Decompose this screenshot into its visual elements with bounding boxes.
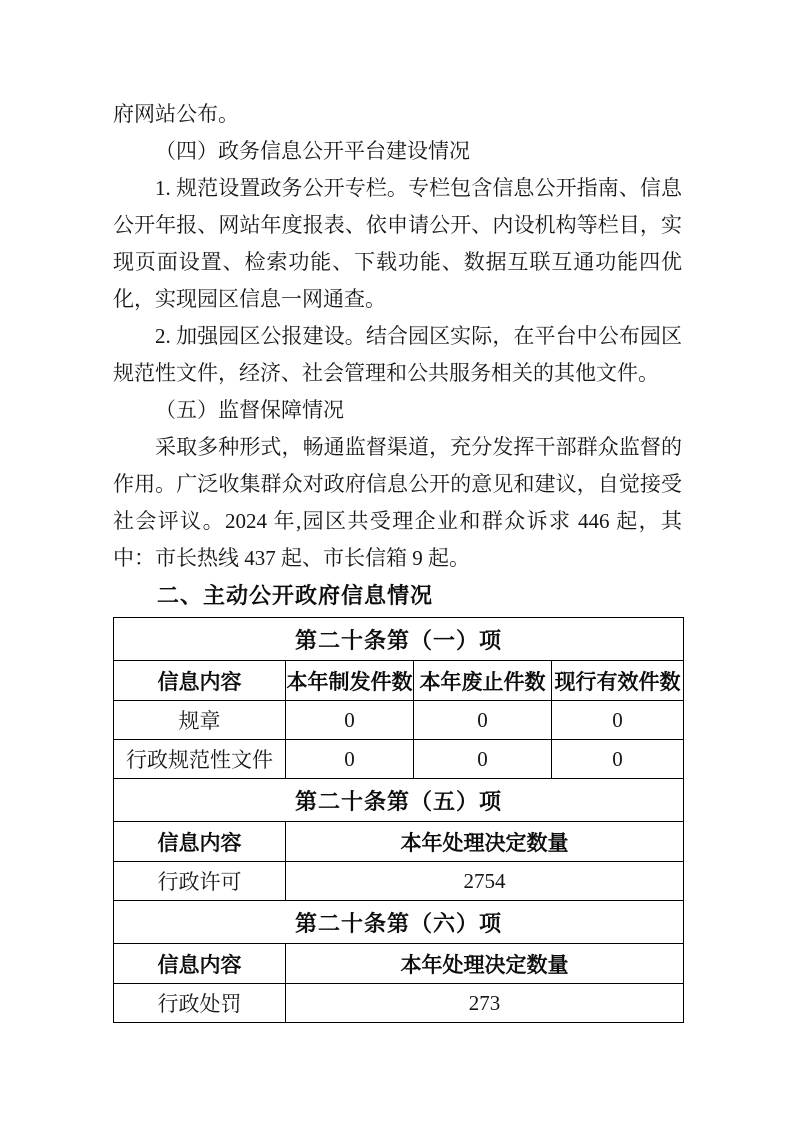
table-row <box>114 984 684 1023</box>
table-row <box>114 618 684 661</box>
table-cell: 2754 <box>286 862 684 901</box>
table-cell: 规章 <box>114 701 286 740</box>
paragraph: 府网站公布。 <box>113 102 239 126</box>
table-row <box>114 701 684 740</box>
table-cell: 行政许可 <box>114 862 286 901</box>
table-cell: 0 <box>414 701 552 740</box>
table-row <box>114 822 684 862</box>
paragraph: （四）政务信息公开平台建设情况 <box>155 139 470 163</box>
paragraph: （五）监督保障情况 <box>155 398 344 422</box>
paragraph: 采取多种形式，畅通监督渠道，充分发挥干部群众监督的作用。广泛收集群众对政府信息公开的意见和建议，自觉接受社会评议。2024 年,园区共受理企业和群众诉求 446 起，其中：市长热线 437 起、市长信箱 9 起。 <box>113 435 682 570</box>
table-cell: 0 <box>414 740 552 779</box>
table-cell: 行政处罚 <box>114 984 286 1023</box>
table-header-cell: 本年制发件数 <box>286 661 414 701</box>
table-cell: 0 <box>286 740 414 779</box>
table-row <box>114 779 684 822</box>
table-row <box>114 661 684 701</box>
disclosure-table <box>113 617 684 1023</box>
table-cell: 0 <box>552 740 684 779</box>
table-cell: 行政规范性文件 <box>114 740 286 779</box>
table-section-title: 第二十条第（六）项 <box>114 901 684 944</box>
table-header-cell: 现行有效件数 <box>552 661 684 701</box>
paragraph: 1. 规范设置政务公开专栏。专栏包含信息公开指南、信息公开年报、网站年度报表、依申请公开、内设机构等栏目，实现页面设置、检索功能、下载功能、数据互联互通功能四优化，实现园区信息一网通查。 <box>113 176 682 311</box>
table-header-cell: 信息内容 <box>114 822 286 862</box>
table-header-cell: 本年处理决定数量 <box>286 944 684 984</box>
table-section-title: 第二十条第（一）项 <box>114 618 684 661</box>
table-cell: 273 <box>286 984 684 1023</box>
table-cell: 0 <box>552 701 684 740</box>
table-header-cell: 信息内容 <box>114 661 286 701</box>
table-row <box>114 901 684 944</box>
table-row <box>114 740 684 779</box>
table-section-title: 第二十条第（五）项 <box>114 779 684 822</box>
table-header-cell: 信息内容 <box>114 944 286 984</box>
paragraph: 2. 加强园区公报建设。结合园区实际，在平台中公布园区规范性文件，经济、社会管理和公共服务相关的其他文件。 <box>113 324 682 385</box>
table-header-cell: 本年废止件数 <box>414 661 552 701</box>
table-header-cell: 本年处理决定数量 <box>286 822 684 862</box>
table-row <box>114 862 684 901</box>
table-row <box>114 944 684 984</box>
section-heading: 二、主动公开政府信息情况 <box>157 583 434 608</box>
table-cell: 0 <box>286 701 414 740</box>
